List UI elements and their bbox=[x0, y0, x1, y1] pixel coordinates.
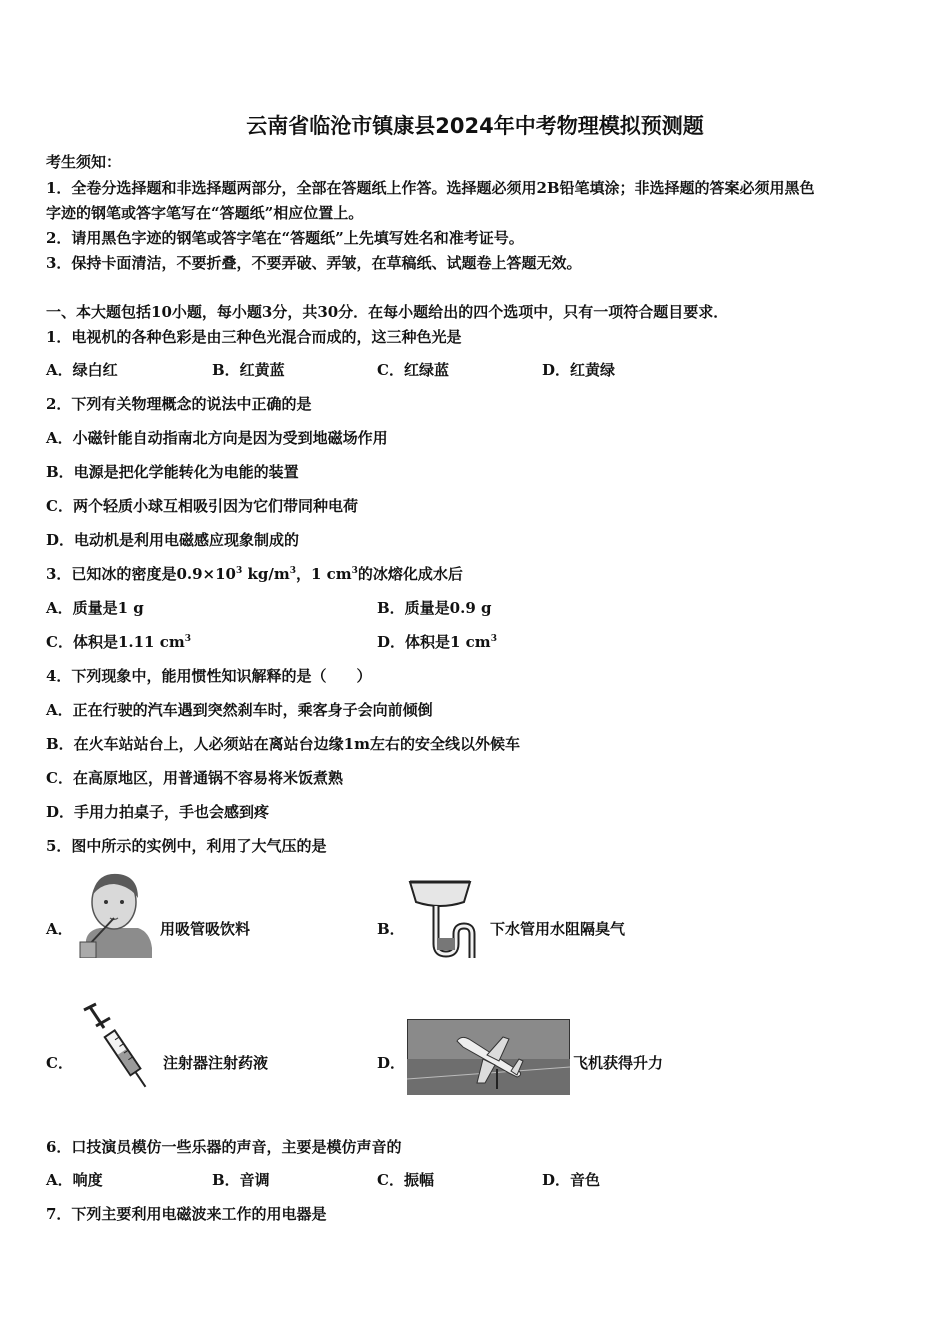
q2-option-a: A．小磁针能自动指南北方向是因为受到地磁场作用 bbox=[46, 429, 388, 447]
q6-option-d: D．音色 bbox=[542, 1171, 601, 1189]
q3-option-c: C．体积是1.11 $cm^3$ bbox=[46, 633, 191, 651]
q3-option-a: A．质量是1 g bbox=[46, 599, 144, 617]
airplane-photo-icon bbox=[407, 1019, 570, 1095]
q3-stem: 3．已知冰的密度是$0.9\times 10^3$ $kg/m^3$，1 $cm^3$的冰熔化成水后 bbox=[46, 565, 463, 583]
syringe-icon bbox=[78, 1002, 160, 1094]
sink-u-trap-icon bbox=[406, 876, 486, 958]
q5-option-b-letter: B． bbox=[377, 920, 405, 938]
q5-option-d-caption: 飞机获得升力 bbox=[573, 1054, 664, 1072]
q7-stem: 7．下列主要利用电磁波来工作的用电器是 bbox=[46, 1205, 327, 1223]
notice-item-1: 1．全卷分选择题和非选择题两部分，全部在答题纸上作答。选择题必须用2B铅笔填涂；非选择题的答案必须用黑色 bbox=[46, 179, 815, 197]
q5-option-a-caption: 用吸管吸饮料 bbox=[160, 920, 251, 938]
q5-stem: 5．图中所示的实例中，利用了大气压的是 bbox=[46, 837, 327, 855]
q5-option-d-letter: D． bbox=[377, 1054, 406, 1072]
q5-option-c-caption: 注射器注射药液 bbox=[163, 1054, 269, 1072]
q5-option-b-caption: 下水管用水阻隔臭气 bbox=[490, 920, 626, 938]
q2-option-b: B．电源是把化学能转化为电能的装置 bbox=[46, 463, 299, 481]
q6-option-c: C．振幅 bbox=[377, 1171, 434, 1189]
q2-option-d: D．电动机是利用电磁感应现象制成的 bbox=[46, 531, 300, 549]
q3-option-b: B．质量是0.9 g bbox=[377, 599, 492, 617]
q1-option-c: C．红绿蓝 bbox=[377, 361, 449, 379]
q2-option-c: C．两个轻质小球互相吸引因为它们带同种电荷 bbox=[46, 497, 358, 515]
notice-item-1-cont: 字迹的钢笔或答字笔写在“答题纸”相应位置上。 bbox=[46, 204, 364, 222]
q5-option-a-letter: A． bbox=[46, 920, 73, 938]
notice-item-2: 2．请用黑色字迹的钢笔或答字笔在“答题纸”上先填写姓名和准考证号。 bbox=[46, 229, 524, 247]
q1-option-b: B．红黄蓝 bbox=[212, 361, 285, 379]
q3-option-d: D．体积是1 $cm^3$ bbox=[377, 633, 497, 651]
q4-stem: 4．下列现象中，能用惯性知识解释的是（ ） bbox=[46, 667, 372, 685]
q4-option-a: A．正在行驶的汽车遇到突然刹车时，乘客身子会向前倾倒 bbox=[46, 701, 433, 719]
q6-option-b: B．音调 bbox=[212, 1171, 270, 1189]
q1-option-d: D．红黄绿 bbox=[542, 361, 616, 379]
q1-option-a: A．绿白红 bbox=[46, 361, 118, 379]
q6-option-a: A．响度 bbox=[46, 1171, 103, 1189]
q6-stem: 6．口技演员模仿一些乐器的声音，主要是模仿声音的 bbox=[46, 1138, 402, 1156]
person-drinking-straw-icon bbox=[78, 868, 156, 958]
q1-stem: 1．电视机的各种色彩是由三种色光混合而成的，这三种色光是 bbox=[46, 328, 462, 346]
notice-heading: 考生须知： bbox=[46, 153, 122, 171]
q4-option-d: D．手用力拍桌子，手也会感到疼 bbox=[46, 803, 270, 821]
page-title: 云南省临沧市镇康县2024年中考物理模拟预测题 bbox=[246, 114, 704, 138]
q5-option-c-letter: C． bbox=[46, 1054, 73, 1072]
q2-stem: 2．下列有关物理概念的说法中正确的是 bbox=[46, 395, 312, 413]
q4-option-b: B．在火车站站台上，人必须站在离站台边缘1m左右的安全线以外候车 bbox=[46, 735, 520, 753]
notice-item-3: 3．保持卡面清洁，不要折叠，不要弄破、弄皱，在草稿纸、试题卷上答题无效。 bbox=[46, 254, 582, 272]
q4-option-c: C．在高原地区，用普通锅不容易将米饭煮熟 bbox=[46, 769, 343, 787]
section-instruction: 一、本大题包括10小题，每小题3分，共30分．在每小题给出的四个选项中，只有一项符合题目要求． bbox=[46, 303, 729, 321]
